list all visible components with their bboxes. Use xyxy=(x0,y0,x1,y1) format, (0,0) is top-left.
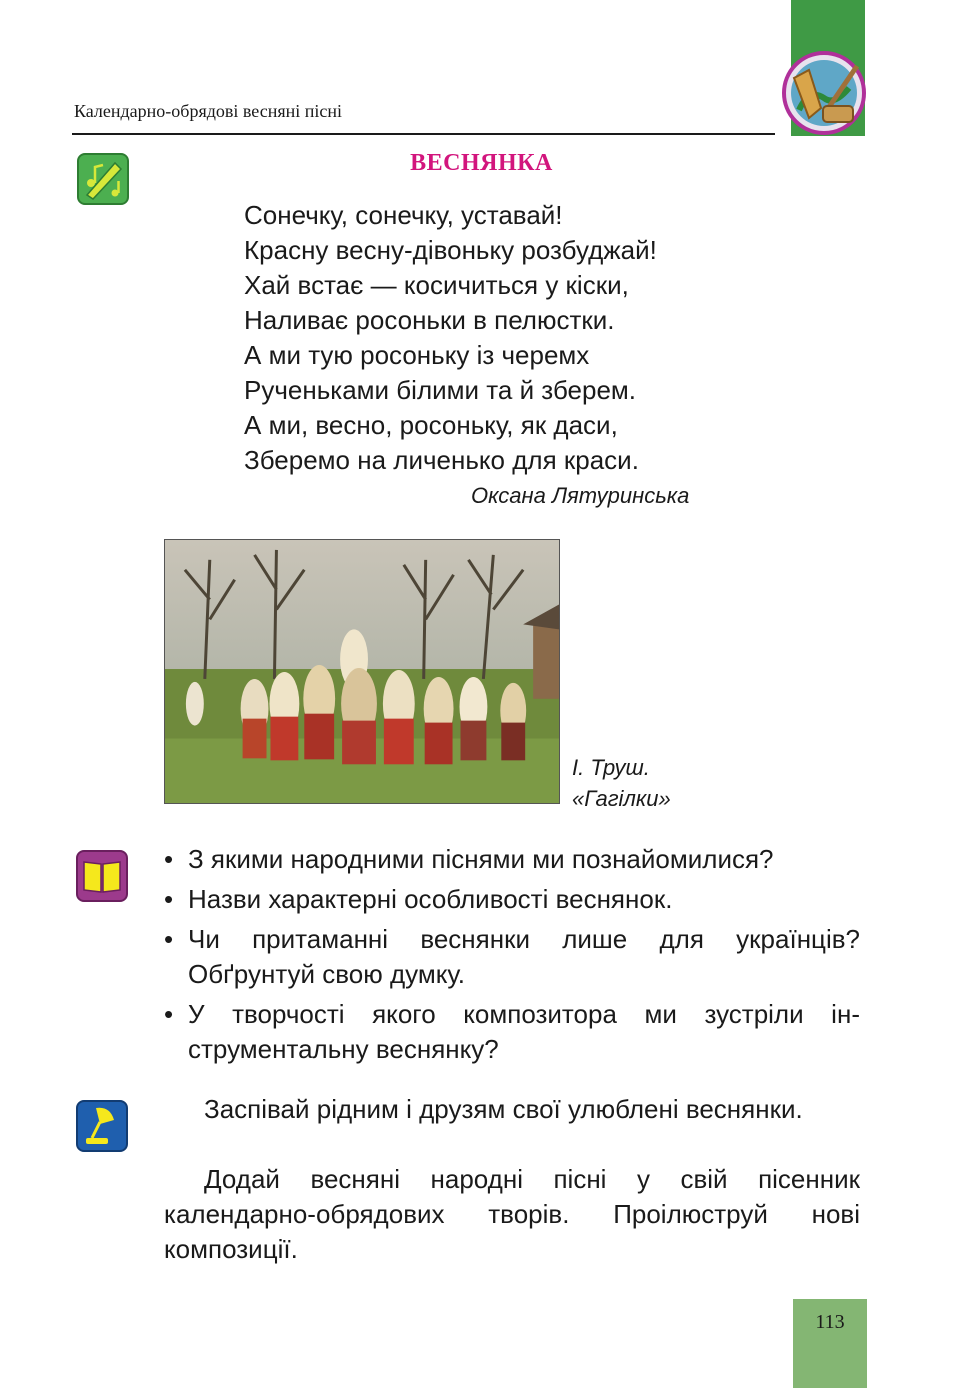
poem xyxy=(244,198,657,478)
question-text: Чи притаманні веснянки лише для українців? Обґрунтуй свою думку. xyxy=(188,924,860,989)
question-text: Назви характерні особливості веснянок. xyxy=(188,884,673,914)
question-text: З якими народними піснями ми познайомилися? xyxy=(188,844,774,874)
painting-author: І. Труш. xyxy=(572,755,650,780)
question-text: У творчості якого композитора ми зустріли інструментальну веснянку? xyxy=(188,999,860,1064)
bullet: • xyxy=(164,999,174,1029)
poem-line: Хай встає — косичиться у кіски, xyxy=(244,270,629,300)
list-item xyxy=(164,997,860,1067)
painting-caption xyxy=(572,752,671,814)
song-title: ВЕСНЯНКА xyxy=(410,150,553,176)
bullet: • xyxy=(164,884,174,914)
painting-image xyxy=(164,539,560,804)
poem-author: Оксана Лятуринська xyxy=(471,483,690,508)
list-item xyxy=(164,922,860,992)
section-title: Календарно-обрядові весняні пісні xyxy=(74,101,343,121)
task-paragraph: Заспівай рідним і друзям свої улюблені веснянки. xyxy=(204,1094,803,1124)
list-item xyxy=(164,882,860,917)
poem-line: А ми, весно, росоньку, як даси, xyxy=(244,410,618,440)
music-instruments-icon xyxy=(779,48,869,138)
task-paragraph: Додай весняні народні пісні у свій пісенник календарно-обрядових творів. Проілюструй нові композиції. xyxy=(164,1164,860,1264)
poem-line: Красну весну-дівоньку розбуджай! xyxy=(244,235,657,265)
bullet: • xyxy=(164,924,174,954)
poem-line: А ми тую росоньку із черемх xyxy=(244,340,590,370)
book-icon xyxy=(76,850,128,902)
header-divider xyxy=(72,133,775,135)
poem-line: Сонечку, сонечку, уставай! xyxy=(244,200,563,230)
poem-line: Наливає росоньки в пелюстки. xyxy=(244,305,615,335)
poem-line: Рученьками білими та й зберем. xyxy=(244,375,637,405)
poem-line: Зберемо на личенько для краси. xyxy=(244,445,639,475)
painting-title: «Гагілки» xyxy=(572,786,671,811)
page-number: 113 xyxy=(815,1311,845,1333)
lamp-icon xyxy=(76,1100,128,1152)
questions-list xyxy=(164,842,860,1072)
list-item xyxy=(164,842,860,877)
bullet: • xyxy=(164,844,174,874)
